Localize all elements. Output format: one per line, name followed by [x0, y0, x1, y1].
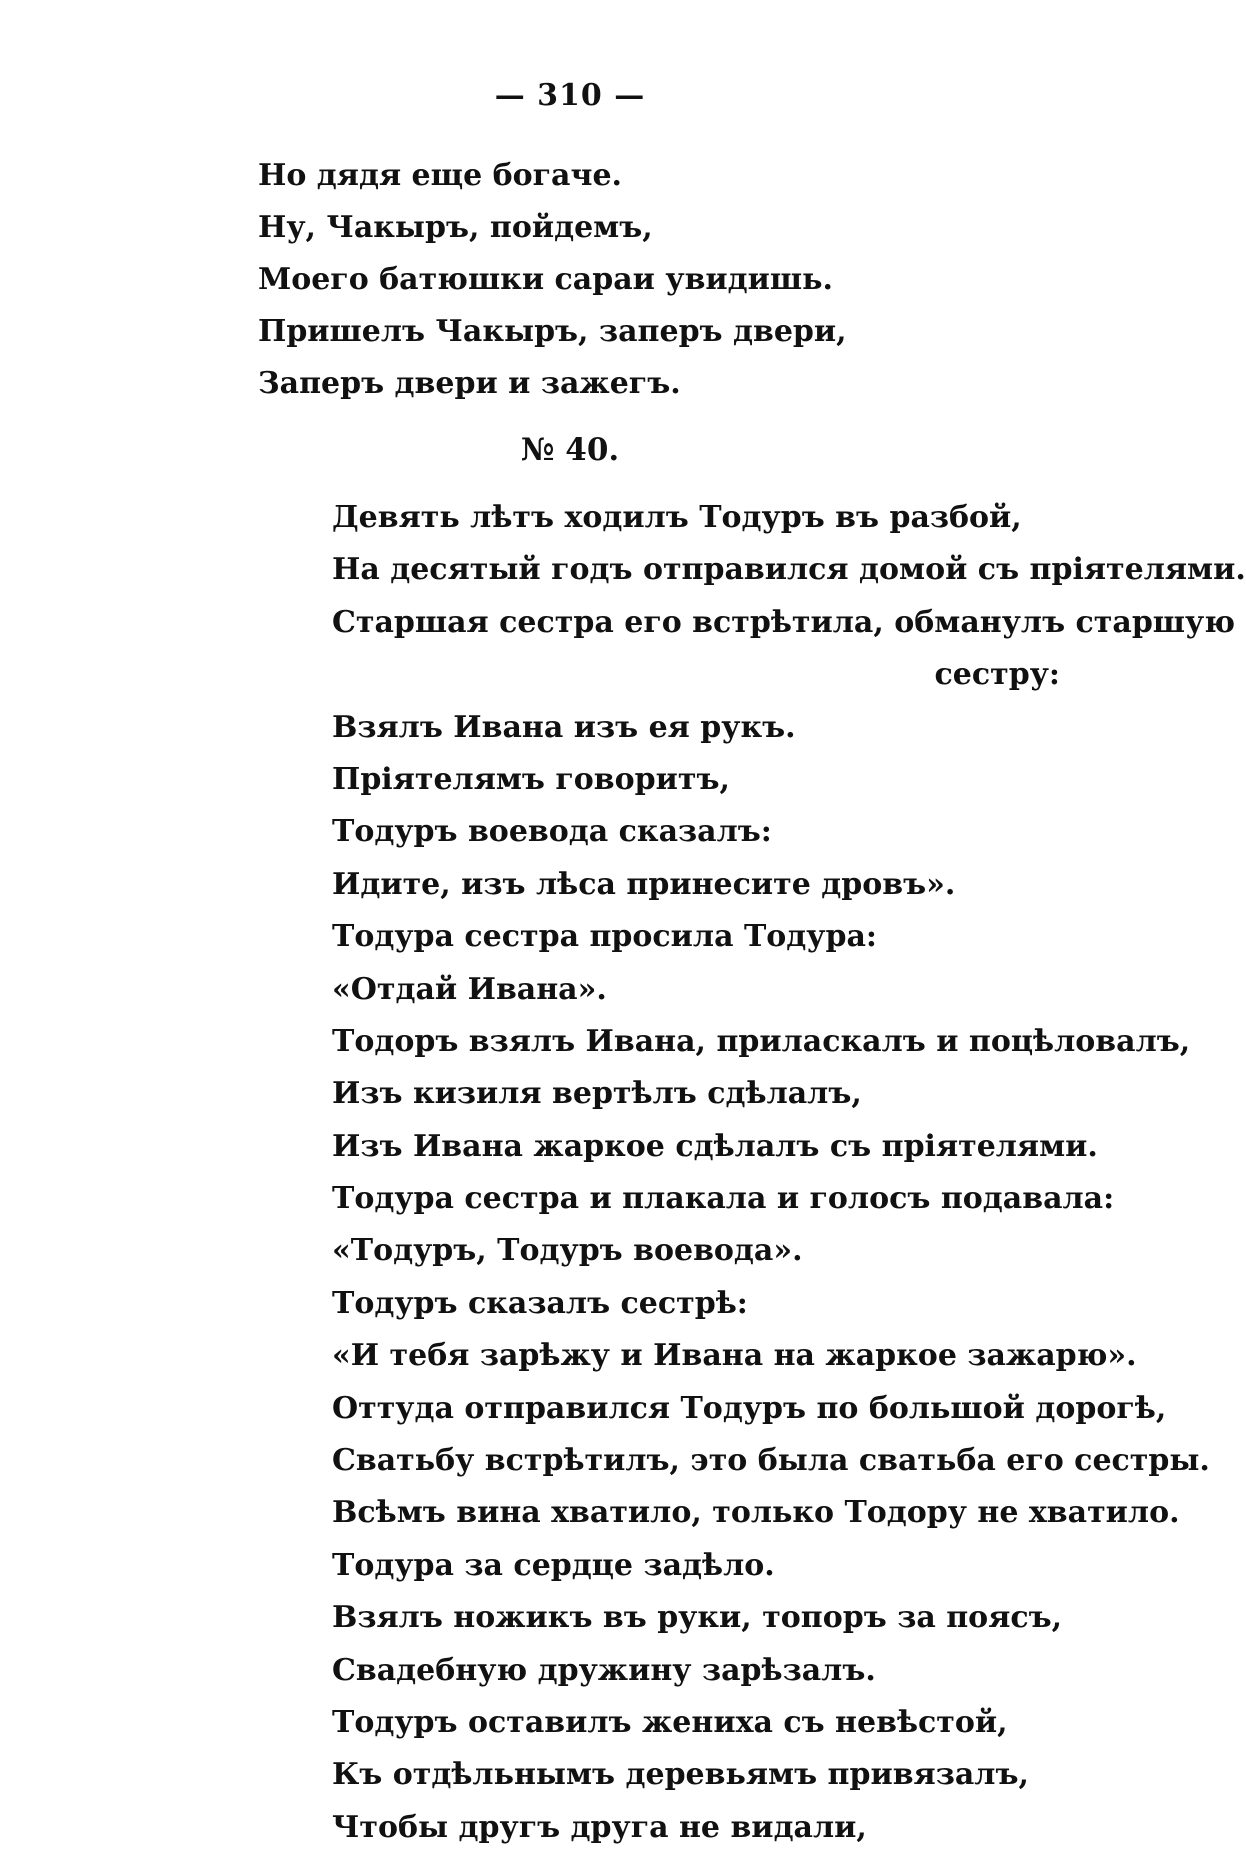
verse-line: Девять лѣтъ ходилъ Тодуръ въ разбой, — [332, 500, 1022, 535]
verse-line: Свадебную дружину зарѣзалъ. — [332, 1652, 876, 1688]
verse-line: Идите, изъ лѣса принесите дровъ». — [332, 866, 956, 902]
verse-line: Всѣмъ вина хватило, только Тодору не хватило. — [332, 1495, 1180, 1531]
verse-line: На десятый годъ отправился домой съ пріятелями. — [332, 552, 1246, 588]
verse-line: Тодуръ воевода сказалъ: — [332, 814, 772, 850]
verse-line: «Отдай Ивана». — [332, 971, 607, 1007]
verse-line: Изъ Ивана жаркое сдѣлалъ съ пріятелями. — [332, 1128, 1098, 1164]
verse-line: Тодуръ оставилъ жениха съ невѣстой, — [332, 1704, 1008, 1740]
verse-line: Взялъ ножикъ въ руки, топоръ за поясъ, — [332, 1600, 1063, 1636]
verse-line: Тодуръ сказалъ сестрѣ: — [332, 1285, 748, 1321]
verse-line: Чтобы другъ друга не видали, — [332, 1809, 867, 1845]
verse-line: «И тебя зарѣжу и Ивана на жаркое зажарю». — [332, 1338, 1137, 1374]
verse-line: Ну, Чакыръ, пойдемъ, — [258, 210, 653, 245]
verse-line: Пришелъ Чакыръ, заперъ двери, — [258, 314, 847, 349]
verse-line: Моего батюшки сараи увидишь. — [258, 262, 833, 297]
verse-line: Тодоръ взялъ Ивана, приласкалъ и поцѣловалъ, — [332, 1023, 1191, 1059]
poem-body — [332, 492, 1246, 1854]
page-number: — 310 — — [494, 78, 646, 113]
verse-line-continuation: сестру: — [934, 657, 1060, 693]
verse-line: Взялъ Ивана изъ ея рукъ. — [332, 709, 796, 745]
verse-line: Изъ кизиля вертѣлъ сдѣлалъ, — [332, 1076, 862, 1112]
verse-line: Заперъ двери и зажегъ. — [258, 366, 681, 401]
verse-line: Пріятелямъ говоритъ, — [332, 761, 730, 797]
verse-line: «Тодуръ, Тодуръ воевода». — [332, 1233, 803, 1269]
verse-line: Старшая сестра его встрѣтила, обманулъ старшую — [332, 604, 1236, 640]
section-heading: № 40. — [520, 432, 620, 468]
verse-line: Оттуда отправился Тодуръ по большой дорогѣ, — [332, 1390, 1167, 1426]
top-stanza — [258, 150, 847, 410]
verse-line: Но дядя еще богаче. — [258, 158, 622, 193]
verse-line: Тодура сестра и плакала и голосъ подавала: — [332, 1181, 1115, 1217]
verse-line: Тодура за сердце задѣло. — [332, 1547, 775, 1583]
verse-line: Сватьбу встрѣтилъ, это была сватьба его сестры. — [332, 1443, 1210, 1479]
verse-line: Къ отдѣльнымъ деревьямъ привязалъ, — [332, 1757, 1029, 1793]
verse-line: Тодура сестра просила Тодура: — [332, 919, 877, 955]
